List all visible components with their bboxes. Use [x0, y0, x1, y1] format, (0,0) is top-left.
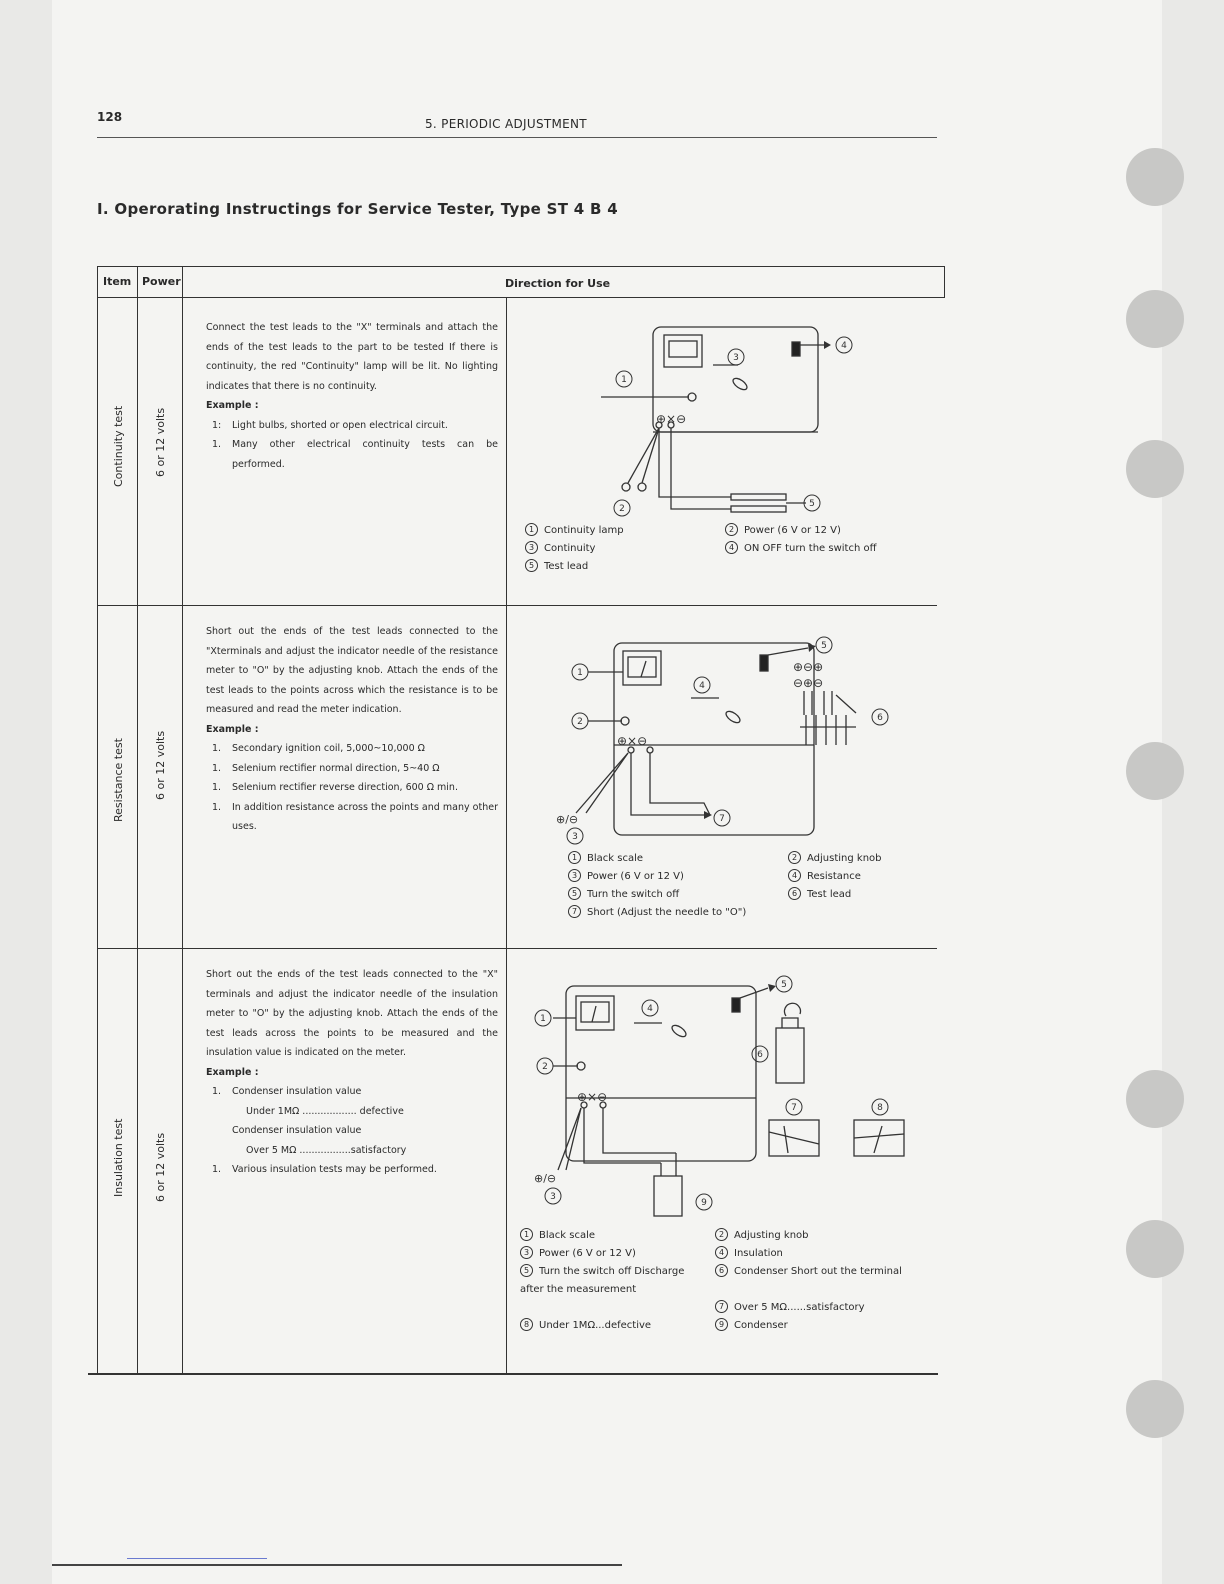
arrow-head: [768, 984, 776, 992]
callout-number: 1: [621, 375, 627, 385]
punch-hole: [1126, 1070, 1184, 1128]
knob-icon: [724, 709, 742, 725]
meter-reading-line: [769, 1132, 819, 1144]
example-label: Example :: [206, 1066, 259, 1078]
bottom-link-line: [127, 1558, 267, 1559]
example-item: 1: Light bulbs, shorted or open electrical circuit.: [212, 419, 448, 431]
insulation-legend: 1 Black scale 2 Adjusting knob 3 Power (6 V or 12 V) 4 Insulation 5 Turn the switch off Discharge after the measurement 6 Condenser Short out the terminal 7 Over 5 MΩ......satisfactory 8 Under 1MΩ...defective 9 Condenser: [520, 1230, 902, 1331]
resistance-diagram: [506, 605, 944, 855]
terminal-symbols: ⊕/⊖: [556, 813, 579, 826]
callout-number: 3: [572, 832, 578, 842]
terminal-symbols: ⊕⊖⊕: [793, 660, 824, 674]
terminal-symbols: ⊕/⊖: [534, 1172, 557, 1185]
callout-number: 2: [577, 717, 583, 727]
example-item: 1. Condenser insulation value: [212, 1086, 362, 1097]
table-rule: [97, 266, 945, 267]
lead-wire: [584, 1108, 661, 1163]
condenser-icon: [776, 1028, 804, 1083]
lead-wire: [659, 428, 731, 497]
power-label: 6 or 12 volts: [154, 730, 167, 800]
resistance-legend: 1 Black scale 2 Adjusting knob 3 Power (6 V or 12 V) 4 Resistance 5 Turn the switch off 6 Test lead 7 Short (Adjust the needle to "O"): [568, 850, 938, 922]
punch-hole: [1126, 1220, 1184, 1278]
example-item: Condenser insulation value: [232, 1125, 362, 1136]
continuity-description: [206, 318, 498, 474]
condenser-terminal: [782, 1018, 798, 1028]
punch-hole: [1126, 148, 1184, 206]
terminal-symbols: ⊖⊕⊖: [793, 676, 824, 690]
example-label: Example :: [206, 723, 259, 735]
short-arrow: [784, 1003, 800, 1016]
switch-icon: [792, 342, 800, 356]
callout-number: 2: [542, 1062, 548, 1072]
page-title: I. Operorating Instructings for Service Tester, Type ST 4 B 4: [97, 200, 619, 218]
punch-hole: [1126, 440, 1184, 498]
callout-number: 4: [699, 681, 705, 691]
item-label: Insulation test: [112, 1118, 125, 1197]
lead-wire: [576, 753, 628, 813]
callout-number: 5: [809, 499, 815, 509]
knob-icon: [670, 1023, 688, 1039]
arrow-head: [808, 644, 816, 652]
example-item: 1. Selenium rectifier reverse direction, 600 Ω min.: [212, 782, 458, 793]
lead-wire: [603, 1108, 676, 1153]
lead-end: [638, 483, 646, 491]
punch-hole: [1126, 742, 1184, 800]
page-number: 128: [97, 110, 123, 124]
description-text: Short out the ends of the test leads connected to the "X" terminals and adjust the indicator needle of the insulation meter to "O" by the adjusting knob. Attach the ends of the test leads across the points to be measured and the insulation value is indicated on the meter.: [206, 969, 498, 1058]
meter-needle: [592, 1006, 596, 1022]
description-text: Connect the test leads to the "X" terminals and attach the ends of the test leads to the part to be tested If there is continuity, the red "Continuity" lamp will be lit. No lighting indicates that there is no continuity.: [206, 322, 498, 392]
example-item: 1. Selenium rectifier normal direction, 5~40 Ω: [212, 762, 440, 774]
example-item: Over 5 MΩ .................satisfactory: [246, 1144, 407, 1156]
switch-icon: [732, 998, 740, 1012]
callout-number: 5: [821, 641, 827, 651]
example-item: 1. Secondary ignition coil, 5,000~10,000 Ω: [212, 743, 425, 754]
meter-needle: [641, 661, 646, 677]
header-rule: [97, 137, 937, 138]
callout-number: 9: [701, 1198, 707, 1208]
callout-number: 4: [647, 1004, 653, 1014]
leader-line: [768, 648, 808, 655]
adjusting-knob-icon: [621, 717, 629, 725]
lead-wire: [650, 753, 710, 815]
callout-number: 1: [540, 1014, 546, 1024]
example-item: 1. Many other electrical continuity tests can be performed.: [212, 439, 498, 470]
callout-number: 5: [781, 980, 787, 990]
callout-number: 3: [550, 1192, 556, 1202]
example-label: Example :: [206, 400, 259, 411]
condenser-icon: [654, 1176, 682, 1216]
callout-number: 4: [841, 341, 847, 351]
power-label: 6 or 12 volts: [154, 1132, 167, 1202]
table-rule: [97, 266, 98, 1373]
insulation-diagram: [506, 948, 944, 1228]
test-lead-icon: [731, 494, 786, 500]
callout-number: 3: [733, 353, 739, 363]
switch-icon: [760, 655, 768, 671]
continuity-legend: 1 Continuity lamp 2 Power (6 V or 12 V) 3 Continuity 4 ON OFF turn the switch off 5 Test lead: [525, 522, 925, 576]
lamp-window-inner: [669, 341, 697, 357]
lamp-terminal-icon: [688, 393, 696, 401]
description-text: Short out the ends of the test leads connected to the "Xterminals and adjust the indicator needle of the resistance meter to "O" by the adjusting knob. Attach the ends of the test leads to the points across which the resistance is to be measured and read the meter indication.: [206, 626, 498, 715]
callout-number: 2: [619, 504, 625, 514]
lead-end: [622, 483, 630, 491]
resistance-description: [206, 622, 498, 837]
meter-window: [576, 996, 614, 1030]
meter-reading-needle: [784, 1126, 788, 1153]
table-rule: [137, 266, 138, 1373]
insulation-description: [206, 965, 498, 1180]
running-header: 5. PERIODIC ADJUSTMENT: [425, 117, 587, 131]
header-power: Power: [142, 275, 181, 288]
meter-reading-needle: [874, 1126, 882, 1153]
item-label: Resistance test: [112, 738, 125, 822]
callout-number: 1: [577, 668, 583, 678]
meter-window: [623, 651, 661, 685]
callout-number: 6: [757, 1050, 763, 1060]
lamp-window: [664, 335, 702, 367]
adjusting-knob-icon: [577, 1062, 585, 1070]
terminal-minus: [647, 747, 653, 753]
table-rule: [944, 266, 945, 297]
header-direction: Direction for Use: [505, 277, 611, 290]
lead-wire: [642, 428, 659, 483]
lead-wire: [631, 753, 704, 815]
example-item: Under 1MΩ .................. defective: [246, 1105, 404, 1117]
callout-number: 6: [877, 713, 883, 723]
lead-wire: [586, 753, 628, 813]
leader-line: [836, 695, 856, 713]
power-label: 6 or 12 volts: [154, 407, 167, 477]
arrow-head: [824, 341, 831, 349]
test-lead-icon: [731, 506, 786, 512]
table-rule: [182, 266, 183, 1373]
terminal-symbols: ⊕×⊖: [577, 1090, 608, 1104]
header-item: Item: [103, 275, 132, 288]
table-rule: [88, 1373, 938, 1375]
punch-hole: [1126, 1380, 1184, 1438]
lead-wire: [628, 428, 659, 483]
terminal-symbols: ⊕×⊖: [617, 734, 648, 748]
bottom-rule: [52, 1564, 622, 1566]
callout-number: 8: [877, 1103, 883, 1113]
example-item: 1. In addition resistance across the points and many other uses.: [212, 801, 498, 832]
item-label: Continuity test: [112, 405, 125, 487]
callout-number: 7: [719, 814, 725, 824]
punch-hole: [1126, 290, 1184, 348]
terminal-symbols: ⊕×⊖: [656, 412, 687, 426]
example-item: 1. Various insulation tests may be performed.: [212, 1164, 437, 1175]
callout-number: 7: [791, 1103, 797, 1113]
knob-icon: [731, 376, 749, 392]
